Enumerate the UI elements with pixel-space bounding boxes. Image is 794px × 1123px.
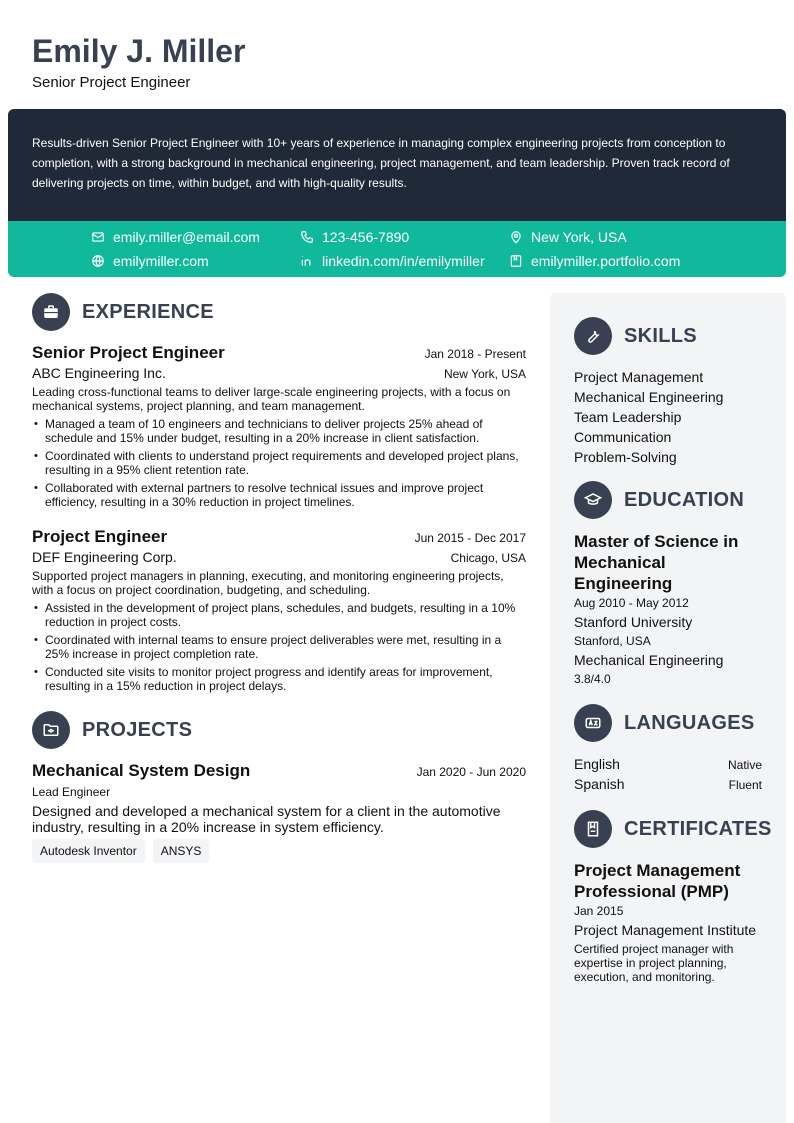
contact-phone-text: 123-456-7890 [322,229,410,245]
contact-portfolio-text: emilymiller.portfolio.com [531,253,681,269]
education-location: Stanford, USA [574,634,651,648]
job-dates: Jan 2018 - Present [424,347,526,361]
experience-entry [32,343,526,509]
education-section [574,481,762,688]
wrench-icon [574,317,612,355]
mail-icon [91,230,105,244]
languages-title: LANGUAGES [624,711,755,734]
certificate-date: Jan 2015 [574,904,624,918]
job-description: Supported project managers in planning, executing, and monitoring engineering projects, with a focus on project coordination, budgeting, and scheduling. [32,569,504,597]
contact-website[interactable] [91,251,209,271]
education-school: Stanford University [574,614,693,630]
job-title: Senior Project Engineer [32,343,225,362]
contact-location-text: New York, USA [531,229,627,245]
languages-heading [574,704,762,742]
skill-item: Communication [574,429,672,445]
skills-heading [574,317,762,355]
contact-location [509,227,627,247]
experience-heading [32,293,526,331]
language-level: Native [727,758,762,772]
project-entry [32,761,526,863]
education-gpa: 3.8/4.0 [574,672,611,686]
job-bullet: • Coordinated with clients to understand project requirements and developed project plans, resulting in a 95% client retention rate. [32,449,526,477]
contact-email-text: emily.miller@email.com [113,229,260,245]
education-heading [574,481,762,519]
experience-entry [32,527,526,693]
phone-icon [300,230,314,244]
job-bullet: • Assisted in the development of project plans, schedules, and budgets, resulting in a 10% reduction in project costs. [32,601,526,629]
skill-item: Project Management [574,369,704,385]
language-row [574,754,762,774]
main-column [32,293,526,881]
summary-box [8,109,786,221]
job-title: Project Engineer [32,527,168,546]
folder-icon [32,711,70,749]
skill-item: Team Leadership [574,409,682,425]
project-tag: Autodesk Inventor [32,839,145,863]
job-bullets [32,417,526,509]
skill-item: Problem-Solving [574,449,677,465]
linkedin-icon [300,254,314,268]
project-dates: Jan 2020 - Jun 2020 [416,765,526,779]
language-name: English [574,756,620,772]
language-level: Fluent [728,778,762,792]
projects-title: PROJECTS [82,718,193,741]
job-bullet: • Managed a team of 10 engineers and technicians to deliver projects 25% ahead of schedule and 15% under budget, resulting in a 20% increase in client satisfaction. [32,417,526,445]
project-tag: ANSYS [153,839,210,863]
contact-portfolio[interactable] [509,251,680,271]
contact-linkedin[interactable] [300,251,485,271]
job-bullet: • Conducted site visits to monitor project progress and identify areas for improvement, resulting in a 15% reduction in project delays. [32,665,526,693]
job-description: Leading cross-functional teams to deliver large-scale engineering projects, with a focus on mechanical systems, project planning, and team management. [32,385,511,413]
languages-section [574,704,762,794]
job-company: DEF Engineering Corp. [32,549,177,565]
certificates-section [574,810,772,984]
job-bullet: • Coordinated with internal teams to ensure project deliverables were met, resulting in a 25% increase in project completion rate. [32,633,526,661]
job-bullet: • Collaborated with external partners to resolve technical issues and improve project efficiency, resulting in a 30% reduction in project timelines. [32,481,526,509]
contact-website-text: emilymiller.com [113,253,209,269]
resume-header [32,32,245,91]
sidebar-column [550,293,786,1123]
certificate-icon [574,810,612,848]
job-dates: Jun 2015 - Dec 2017 [414,531,526,545]
contact-phone[interactable] [300,227,409,247]
globe-icon [91,254,105,268]
skills-title: SKILLS [624,324,697,347]
summary-text: Results-driven Senior Project Engineer with 10+ years of experience in managing complex engineering projects from conception to completion, with a strong background in mechanical engineering, project management, and team leadership. Proven track record of delivering projects on time, within budget, and with high-quality results. [32,136,730,190]
language-row [574,774,762,794]
graduation-cap-icon [574,481,612,519]
translate-icon [574,704,612,742]
candidate-name: Emily J. Miller [32,33,246,69]
briefcase-icon [32,293,70,331]
language-name: Spanish [574,776,625,792]
education-degree: Master of Science in Mechanical Engineering [574,532,739,593]
certificate-issuer: Project Management Institute [574,922,757,938]
certificates-heading [574,810,772,848]
certificates-title: CERTIFICATES [624,817,772,840]
contact-email[interactable] [91,227,260,247]
project-tags [32,839,526,863]
candidate-title: Senior Project Engineer [32,74,191,91]
experience-title: EXPERIENCE [82,300,214,323]
education-dates: Aug 2010 - May 2012 [574,596,689,610]
skill-item: Mechanical Engineering [574,389,724,405]
portfolio-icon [509,254,523,268]
certificate-description: Certified project manager with expertise in project planning, execution, and monitoring. [574,942,734,984]
education-field: Mechanical Engineering [574,652,724,668]
project-title: Mechanical System Design [32,761,251,780]
certificate-title: Project Management Professional (PMP) [574,861,741,901]
contact-bar [8,221,786,277]
job-bullets [32,601,526,693]
project-role: Lead Engineer [32,785,111,799]
job-location: Chicago, USA [450,551,526,565]
projects-heading [32,711,526,749]
job-location: New York, USA [443,367,526,381]
education-title: EDUCATION [624,488,745,511]
job-company: ABC Engineering Inc. [32,365,166,381]
contact-linkedin-text: linkedin.com/in/emilymiller [322,253,485,269]
map-pin-icon [509,230,523,244]
project-description: Designed and developed a mechanical system for a client in the automotive industry, resulting in a 20% increase in system efficiency. [32,803,501,835]
skills-section [574,317,762,467]
